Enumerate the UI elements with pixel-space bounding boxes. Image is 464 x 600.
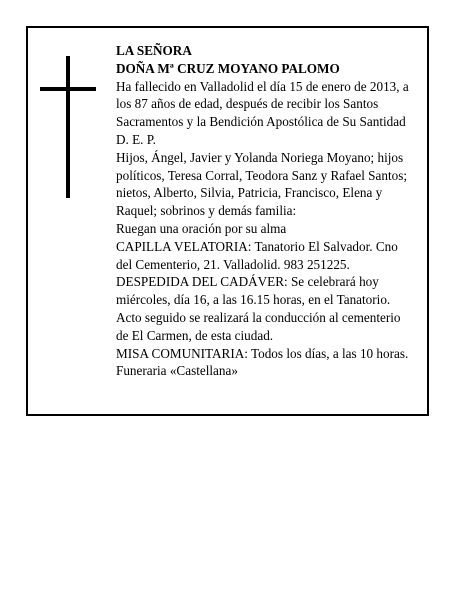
cross-vertical-bar (66, 56, 70, 198)
notice-line: Ha fallecido en Valladolid el día 15 de enero de 2013, a (116, 78, 409, 94)
notice-line: Funeraria «Castellana» (116, 363, 238, 379)
obituary-notice (26, 26, 429, 416)
notice-line: los 87 años de edad, después de recibir los Santos (116, 96, 379, 112)
cross-horizontal-bar (40, 87, 96, 91)
notice-line: D. E. P. (116, 131, 156, 147)
notice-line: DESPEDIDA DEL CADÁVER: Se celebrará hoy (116, 274, 379, 290)
deceased-name: DOÑA Mª CRUZ MOYANO PALOMO (116, 60, 340, 76)
notice-line: políticos, Teresa Corral, Teodora Sanz y Rafael Santos; (116, 167, 408, 183)
notice-line: del Cementerio, 21. Valladolid. 983 251225. (116, 256, 350, 272)
notice-line: nietos, Alberto, Silvia, Patricia, Francisco, Elena y (116, 185, 383, 201)
notice-heading: LA SEÑORA (116, 43, 192, 58)
notice-line: Raquel; sobrinos y demás familia: (116, 203, 297, 219)
notice-line: Acto seguido se realizará la conducción al cementerio (116, 309, 401, 325)
notice-line: Ruegan una oración por su alma (116, 220, 287, 236)
cross-icon (40, 56, 96, 198)
notice-text (116, 42, 424, 380)
notice-line: miércoles, día 16, a las 16.15 horas, en el Tanatorio. (116, 292, 391, 308)
notice-line: MISA COMUNITARIA: Todos los días, a las 10 horas. (116, 345, 409, 361)
notice-line: Hijos, Ángel, Javier y Yolanda Noriega Moyano; hijos (116, 149, 404, 165)
notice-line: CAPILLA VELATORIA: Tanatorio El Salvador. Cno (116, 238, 398, 254)
notice-line: de El Carmen, de esta ciudad. (116, 327, 274, 343)
notice-line: Sacramentos y la Bendición Apostólica de Su Santidad (116, 114, 406, 130)
